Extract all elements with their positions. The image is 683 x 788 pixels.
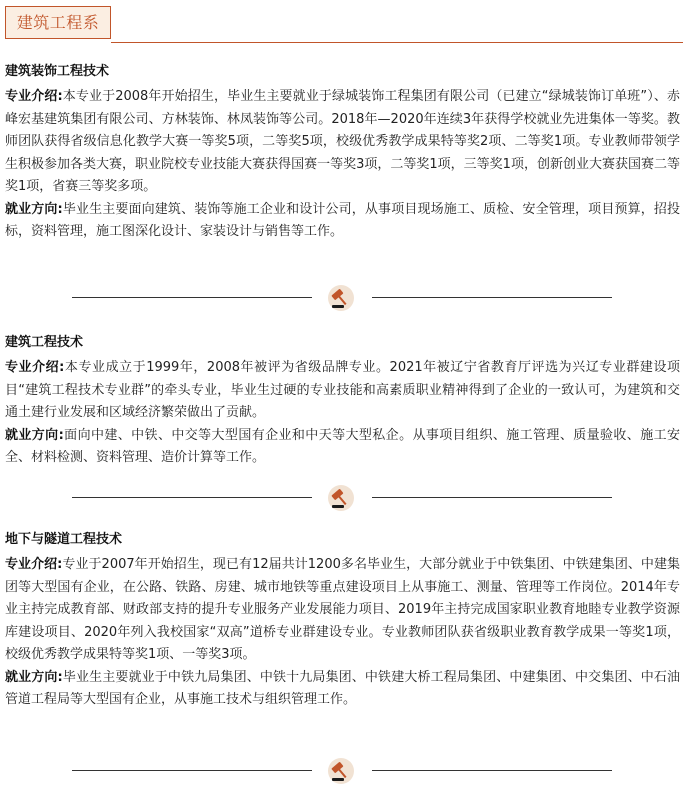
gavel-icon <box>326 284 356 312</box>
divider-line-left <box>72 297 312 298</box>
intro-label: 专业介绍: <box>5 360 65 375</box>
career-text: 面向中建、中铁、中交等大型国有企业和中天等大型私企。从事项目组织、施工管理、质量验收、施工安全、材料检测、资料管理、造价计算等工作。 <box>5 427 680 465</box>
section-header <box>0 0 683 44</box>
intro-text: 本专业成立于1999年，2008年被评为省级品牌专业。2021年被辽宁省教育厅评选为兴辽专业群建设项目“建筑工程技术专业群”的牵头专业，毕业生过硬的专业技能和高素质职业精神得到了企业的一致认可，为建筑和交通土建行业发展和区域经济繁荣做出了贡献。 <box>5 360 680 420</box>
major-intro <box>5 86 680 199</box>
header-underline <box>111 42 683 43</box>
intro-text: 本专业于2008年开始招生，毕业生主要就业于绿城装饰工程集团有限公司（已建立“绿城装饰订单班”）、赤峰宏基建筑集团有限公司、方林装饰、林凤装饰等公司。2018年—2020年连续3年获得学校就业先进集体一等奖。教师团队获得省级信息化教学大赛一等奖5项，二等奖5项，校级优秀教学成果特等奖2项、二等奖1项。专业教师带领学生积极参加各类大赛，职业院校专业技能大赛获得国赛一等奖3项，二等奖1项，三等奖1项，创新创业大赛获国赛二等奖1项，省赛三等奖多项。 <box>5 89 680 194</box>
department-title: 建筑工程系 <box>5 6 111 39</box>
divider-line-left <box>72 770 312 771</box>
career-text: 毕业生主要面向建筑、装饰等施工企业和设计公司，从事项目现场施工、质检、安全管理，项目预算，招投标，资料管理，施工图深化设计、家装设计与销售等工作。 <box>5 201 680 239</box>
major-title: 建筑工程技术 <box>5 335 84 350</box>
gavel-icon <box>326 757 356 785</box>
major-title: 地下与隧道工程技术 <box>5 532 123 547</box>
intro-text: 专业于2007年开始招生，现已有12届共计1200多名毕业生，大部分就业于中铁集团、中铁建集团、中建集团等大型国有企业，在公路、铁路、房建、城市地铁等重点建设项目上从事施工、测量、管理等工作岗位。2014年专业主持完成教育部、财政部支持的提升专业服务产业发展能力项目、2019年主持完成国家职业教育地睦专业教学资源库建设项目、2020年列入我校国家“双高”道桥专业群建设专业。专业教师团队获省级职业教育教学成果一等奖1项，校级优秀教学成果特等奖1项、一等奖3项。 <box>5 557 680 662</box>
major-career <box>5 199 680 244</box>
divider-line-right <box>372 770 612 771</box>
career-label: 就业方向: <box>5 427 64 443</box>
section-divider <box>0 757 683 785</box>
career-text: 毕业生主要就业于中铁九局集团、中铁十九局集团、中铁建大桥工程局集团、中建集团、中交集团、中石油管道工程局等大型国有企业，从事施工技术与组织管理工作。 <box>5 669 680 707</box>
major-career <box>5 667 680 712</box>
intro-label: 专业介绍: <box>5 557 63 572</box>
section-divider <box>0 284 683 312</box>
career-label: 就业方向: <box>5 669 63 685</box>
major-career <box>5 425 680 470</box>
major-section-construction <box>5 333 680 470</box>
major-intro <box>5 554 680 667</box>
section-divider <box>0 484 683 512</box>
divider-line-left <box>72 497 312 498</box>
divider-line-right <box>372 297 612 298</box>
career-label: 就业方向: <box>5 201 63 217</box>
intro-label: 专业介绍: <box>5 89 63 104</box>
divider-line-right <box>372 497 612 498</box>
major-intro <box>5 357 680 425</box>
major-section-decoration <box>5 62 680 244</box>
gavel-icon <box>326 484 356 512</box>
major-section-tunnel <box>5 530 680 712</box>
major-title: 建筑装饰工程技术 <box>5 64 110 79</box>
